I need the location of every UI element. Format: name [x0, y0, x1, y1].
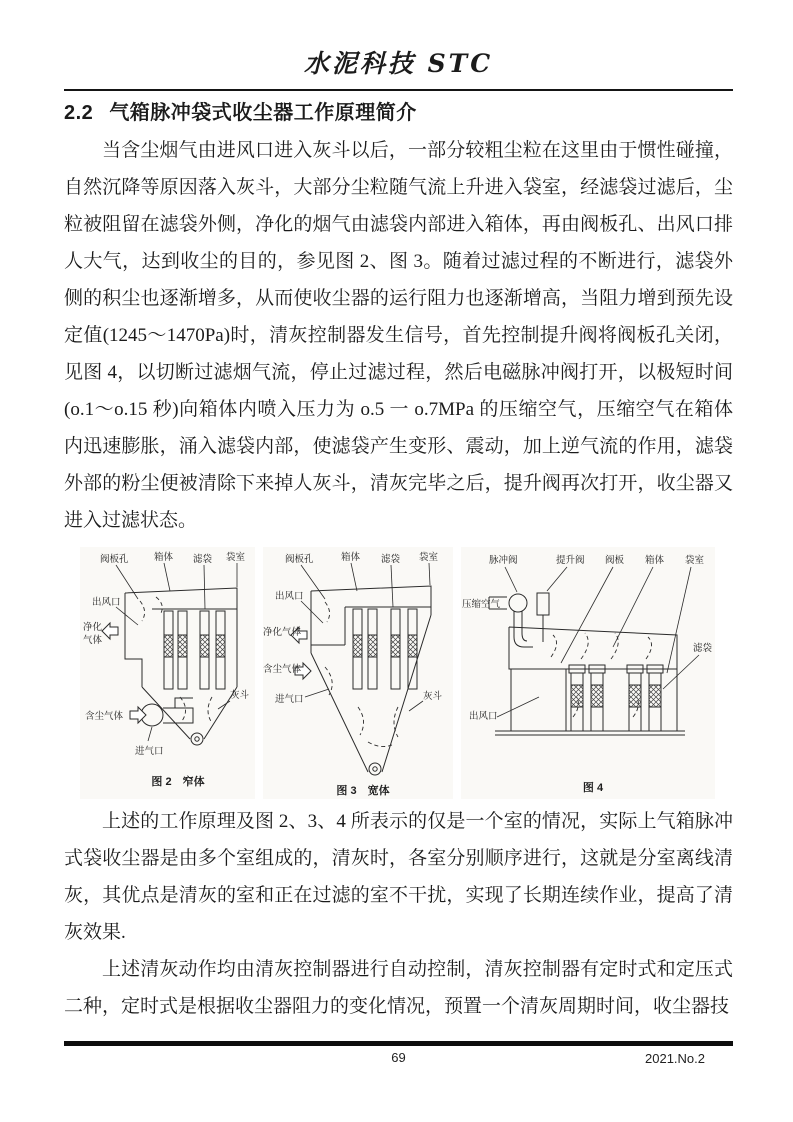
figure-2-caption: 图 2 窄体: [151, 776, 205, 788]
fig3-label-outlet: 出风口: [275, 591, 304, 602]
fig2-label-dusty-gas: 含尘气体: [85, 711, 124, 722]
body-paragraph-3: 上述清灰动作均由清灰控制器进行自动控制，清灰控制器有定时式和定压式二种，定时式是根据收尘器阻力的变化情况，预置一个清灰周期时间，收尘器技: [64, 959, 733, 1017]
figure-3-caption: 图 3 宽体: [336, 785, 390, 797]
journal-title: 水泥科技 STC: [303, 49, 494, 78]
figure-4-diagram: [461, 547, 715, 799]
issue-label: 2021.No.2: [645, 1051, 705, 1066]
fig3-label-clean-gas: 净化气体: [263, 627, 302, 638]
figure-3-diagram: [263, 547, 453, 799]
fig2-label-ash-hopper: 灰斗: [230, 690, 250, 701]
fig4-label-valve-plate: 阀板: [605, 555, 625, 566]
fig4-linework: [489, 567, 699, 735]
fig2-label-inlet: 进气口: [135, 746, 164, 757]
fig2-label-filter-bag: 滤袋: [193, 554, 213, 565]
fig4-label-lift-valve: 提升阀: [556, 555, 585, 566]
body-paragraph-1: 当含尘烟气由进风口进入灰斗以后，一部分较粗尘粒在这里由于惯性碰撞，自然沉降等原因落入灰斗，大部分尘粒随气流上升进入袋室，经滤袋过滤后，尘粒被阻留在滤袋外侧，净化的烟气由滤袋内部进入箱体，再由阀板孔、出风口排人大气，达到收尘的目的，参见图 2、图 3。随着过滤过程的不断进行，滤袋外侧的积尘也逐渐增多，从而使收尘器的运行阻力也逐渐增高，当阻力增到预先设定值(1245～1470Pa)时，清灰控制器发生信号，首先控制提升阀将阀板孔关闭，见图 4，以切断过滤烟气流，停止过滤过程，然后电磁脉冲阀打开，以极短时间(o.1～o.15 秒)向箱体内喷入压力为 o.5 一 o.7MPa 的压缩空气，压缩空气在箱体内迅速膨胀，涌入滤袋内部，使滤袋产生变形、震动，加上逆气流的作用，滤袋外部的粉尘便被清除下来掉人灰斗，清灰完毕之后，提升阀再次打开，收尘器又进入过滤状态。: [64, 140, 733, 531]
fig3-label-bag-chamber: 袋室: [419, 552, 439, 563]
fig3-label-valve-plate-hole: 阀板孔: [285, 554, 314, 565]
fig2-label-bag-chamber: 袋室: [226, 552, 246, 563]
section-title: 气箱脉冲袋式收尘器工作原理简介: [109, 102, 417, 124]
fig4-label-pulse-valve: 脉冲阀: [489, 555, 518, 566]
page-number: 69: [391, 1050, 406, 1065]
fig4-label-outlet: 出风口: [469, 711, 498, 722]
fig4-label-filter-bag: 滤袋: [693, 643, 713, 654]
fig2-label-valve-plate-hole: 阀板孔: [100, 554, 129, 565]
figures-row: [80, 547, 733, 799]
header-rule: [64, 89, 733, 91]
fig4-label-compressed-air: 压缩空气: [462, 599, 501, 610]
fig3-label-filter-bag: 滤袋: [381, 554, 401, 565]
section-heading: [64, 96, 733, 125]
fig3-label-inlet: 进气口: [275, 694, 304, 705]
fig4-label-box-body: 箱体: [645, 555, 665, 566]
fig2-label-outlet: 出风口: [92, 597, 121, 608]
fig2-label-clean-gas-1: 净化: [83, 622, 103, 633]
figure-2-diagram: [80, 547, 255, 799]
fig2-label-box-body: 箱体: [154, 552, 174, 563]
section-number: 2.2: [64, 102, 94, 124]
fig3-linework: [291, 563, 431, 775]
figure-4-caption: 图 4: [582, 782, 604, 794]
body-paragraph-2: 上述的工作原理及图 2、3、4 所表示的仅是一个室的情况，实际上气箱脉冲式袋收尘器是由多个室组成的，清灰时，各室分别顺序进行，这就是分室离线清灰，其优点是清灰的室和正在过滤的室不干扰，实现了长期连续作业，提高了清灰效果.: [64, 811, 733, 943]
fig2-label-clean-gas-2: 气体: [83, 635, 103, 646]
page-footer: [64, 1050, 733, 1072]
fig3-label-dusty-gas: 含尘气体: [263, 664, 302, 675]
footer-rule: [64, 1041, 733, 1046]
fig3-label-box-body: 箱体: [341, 552, 361, 563]
fig3-label-ash-hopper: 灰斗: [423, 691, 443, 702]
fig4-label-bag-chamber: 袋室: [685, 555, 705, 566]
